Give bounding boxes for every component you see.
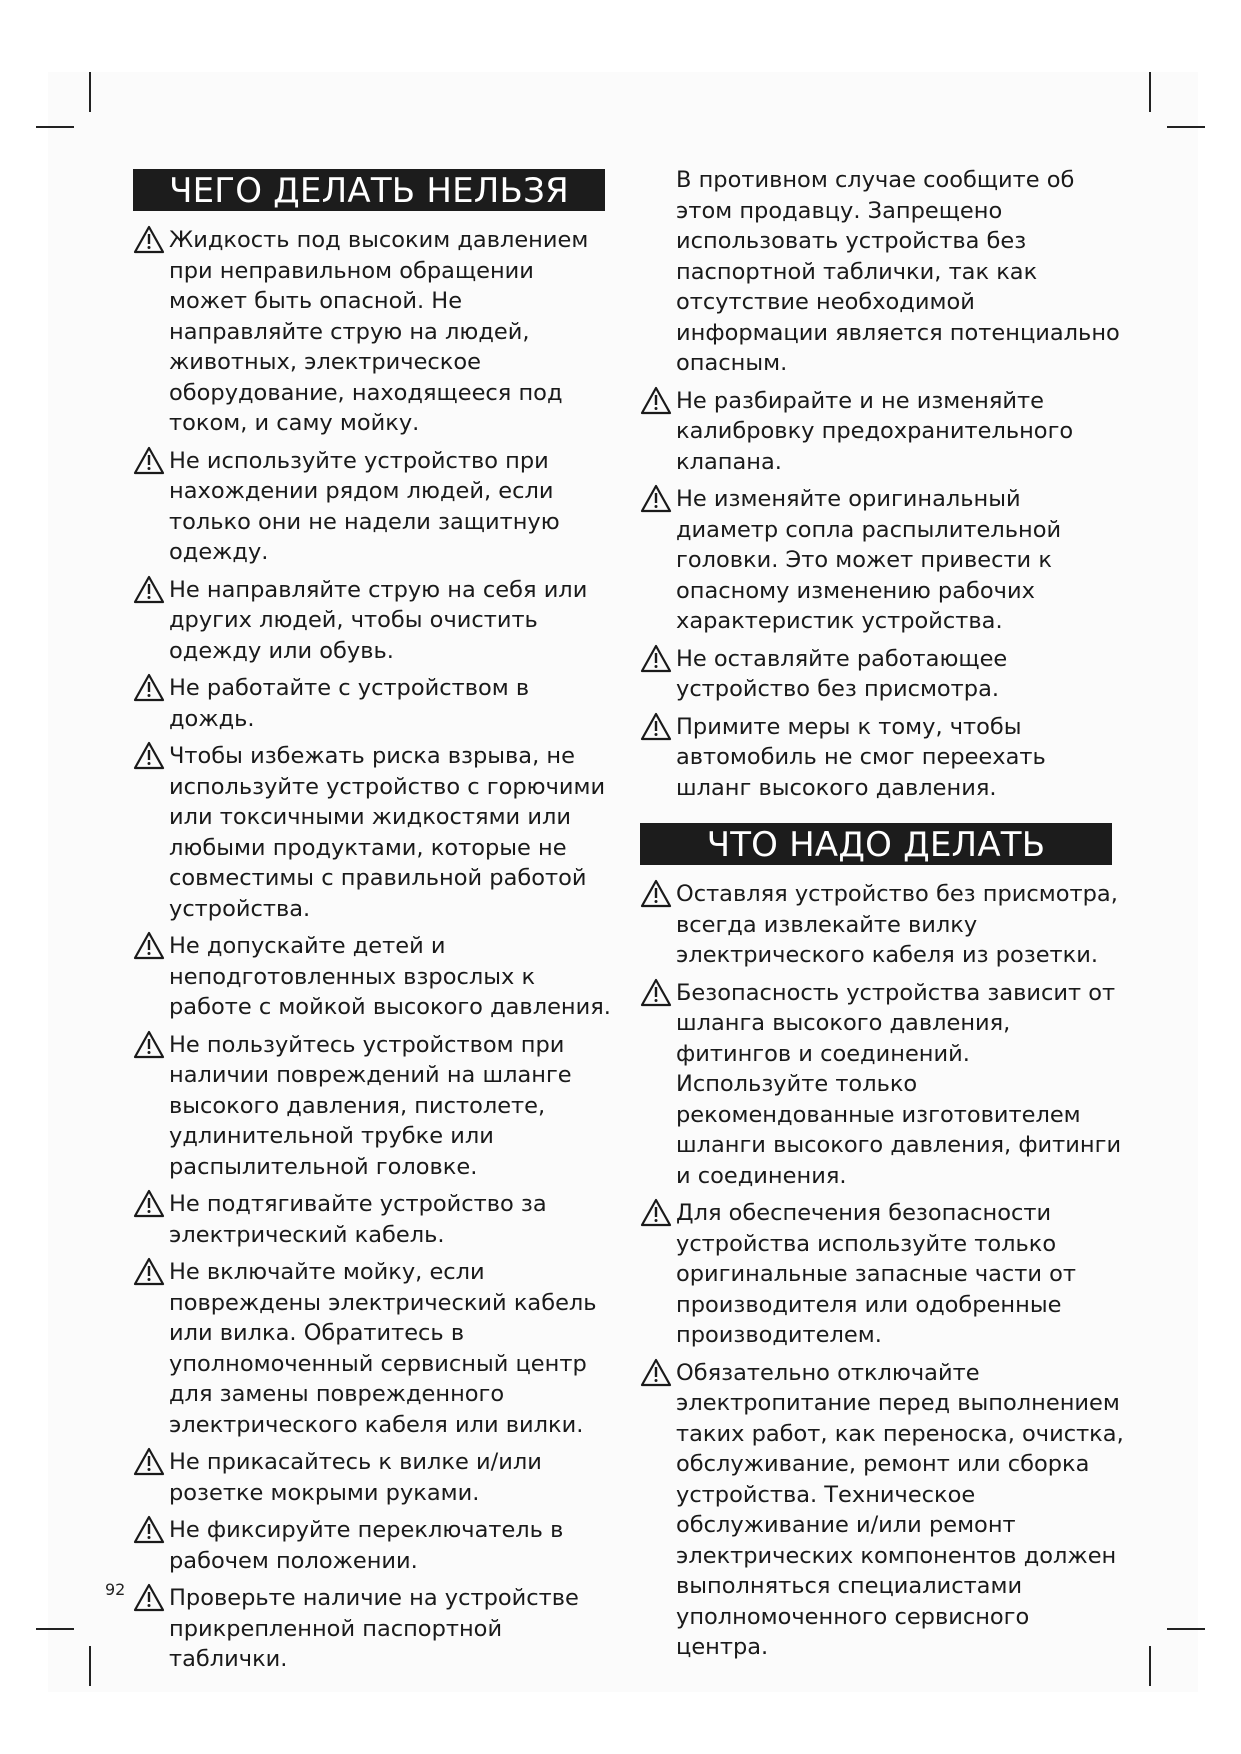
warning-triangle-icon — [640, 978, 672, 1007]
warning-item — [133, 1515, 618, 1576]
warning-text: Не подтягивайте устройство за электрический кабель. — [169, 1191, 547, 1248]
warning-triangle-icon — [133, 225, 165, 254]
warning-triangle-icon — [640, 386, 672, 415]
warning-triangle-icon — [133, 446, 165, 475]
warning-item — [133, 741, 618, 924]
warning-item — [133, 673, 618, 734]
warning-text: Жидкость под высоким давлением при неправильном обращении может быть опасной. Не направляйте струю на людей, животных, электрическое оборудование, находящееся под током, и саму мойку. — [169, 227, 589, 436]
warning-triangle-icon — [133, 1257, 165, 1286]
warning-item — [640, 386, 1125, 478]
warning-triangle-icon — [640, 1198, 672, 1227]
warning-item — [133, 446, 618, 568]
left-column — [133, 169, 618, 1682]
warning-item — [133, 225, 618, 439]
warning-item — [133, 1583, 618, 1675]
crop-mark — [1149, 72, 1151, 112]
warning-triangle-icon — [133, 1583, 165, 1612]
warning-item — [133, 1030, 618, 1183]
warning-triangle-icon — [640, 712, 672, 741]
crop-mark — [36, 1628, 74, 1630]
warning-text: Не пользуйтесь устройством при наличии повреждений на шланге высокого давления, пистолете, удлинительной трубке или распылительной головке. — [169, 1031, 572, 1180]
warning-triangle-icon — [133, 741, 165, 770]
warning-triangle-icon — [640, 644, 672, 673]
warning-item — [133, 1447, 618, 1508]
warning-item — [133, 1189, 618, 1250]
warning-text: Не используйте устройство при нахождении рядом людей, если только они не надели защитную одежду. — [169, 447, 560, 565]
warning-text: Не работайте с устройством в дождь. — [169, 675, 530, 732]
warning-text: Не направляйте струю на себя или других людей, чтобы очистить одежду или обувь. — [169, 576, 588, 664]
continuation-text: В противном случае сообщите об этом продавцу. Запрещено использовать устройства без паспортной таблички, так как отсутствие необходимой информации является потенциально опасным. — [676, 167, 1120, 376]
warning-text: Не фиксируйте переключатель в рабочем положении. — [169, 1517, 564, 1574]
crop-mark — [89, 1646, 91, 1686]
warning-triangle-icon — [133, 1447, 165, 1476]
warning-item — [133, 1257, 618, 1440]
instruction-item — [640, 1198, 1125, 1351]
warning-triangle-icon — [133, 931, 165, 960]
page-number: 92 — [105, 1580, 126, 1599]
warning-text: Примите меры к тому, чтобы автомобиль не смог переехать шланг высокого давления. — [676, 713, 1046, 801]
warning-triangle-icon — [640, 484, 672, 513]
instruction-text: Безопасность устройства зависит от шланга высокого давления, фитингов и соединений. Используйте только рекомендованные изготовителем шланги высокого давления, фитинги и соединения. — [676, 979, 1122, 1189]
warning-triangle-icon — [133, 1189, 165, 1218]
warning-text: Проверьте наличие на устройстве прикрепленной паспортной таблички. — [169, 1585, 579, 1672]
crop-mark — [1167, 1628, 1205, 1630]
warning-text: Не изменяйте оригинальный диаметр сопла распылительной головки. Это может привести к опасному изменению рабочих характеристик устройства. — [676, 486, 1062, 634]
warning-text: Не разбирайте и не изменяйте калибровку предохранительного клапана. — [676, 387, 1074, 475]
warning-text: Не прикасайтесь к вилке и/или розетке мокрыми руками. — [169, 1449, 542, 1506]
warning-triangle-icon — [133, 1515, 165, 1544]
instruction-text: Обязательно отключайте электропитание перед выполнением таких работ, как переноска, очистка, обслуживание, ремонт или сборка устройства. Техническое обслуживание и/или ремонт электрических компонентов должен выполняться специалистами уполномоченного сервисного центра. — [676, 1359, 1124, 1660]
warning-triangle-icon — [133, 673, 165, 702]
warning-triangle-icon — [640, 879, 672, 908]
warning-item — [133, 931, 618, 1023]
warning-item — [133, 575, 618, 667]
crop-mark — [36, 126, 74, 128]
warning-text: Чтобы избежать риска взрыва, не используйте устройство с горючими или токсичными жидкостями или любыми продуктами, которые не совместимы с правильной работой устройства. — [169, 743, 606, 922]
crop-mark — [1167, 126, 1205, 128]
right-column — [640, 165, 1125, 1670]
instruction-text: Оставляя устройство без присмотра, всегда извлекайте вилку электрического кабеля из розетки. — [676, 881, 1118, 968]
warning-item — [640, 644, 1125, 705]
warning-text: Не оставляйте работающее устройство без присмотра. — [676, 645, 1008, 702]
section-heading-do: ЧТО НАДО ДЕЛАТЬ — [640, 823, 1112, 865]
crop-mark — [89, 72, 91, 112]
warning-item — [640, 712, 1125, 804]
section-heading-dont: ЧЕГО ДЕЛАТЬ НЕЛЬЗЯ — [133, 169, 605, 211]
instruction-item — [640, 978, 1125, 1192]
warning-text: Не включайте мойку, если повреждены электрический кабель или вилка. Обратитесь в уполномоченный сервисный центр для замены поврежденного электрического кабеля или вилки. — [169, 1259, 597, 1438]
instruction-item — [640, 1358, 1125, 1663]
warning-triangle-icon — [133, 575, 165, 604]
warning-triangle-icon — [640, 1358, 672, 1387]
instruction-item — [640, 879, 1125, 971]
warning-item — [640, 484, 1125, 637]
warning-text: Не допускайте детей и неподготовленных взрослых к работе с мойкой высокого давления. — [169, 933, 611, 1020]
warning-triangle-icon — [133, 1030, 165, 1059]
crop-mark — [1149, 1646, 1151, 1686]
instruction-text: Для обеспечения безопасности устройства используйте только оригинальные запасные части от производителя или одобренные производителем. — [676, 1200, 1077, 1348]
